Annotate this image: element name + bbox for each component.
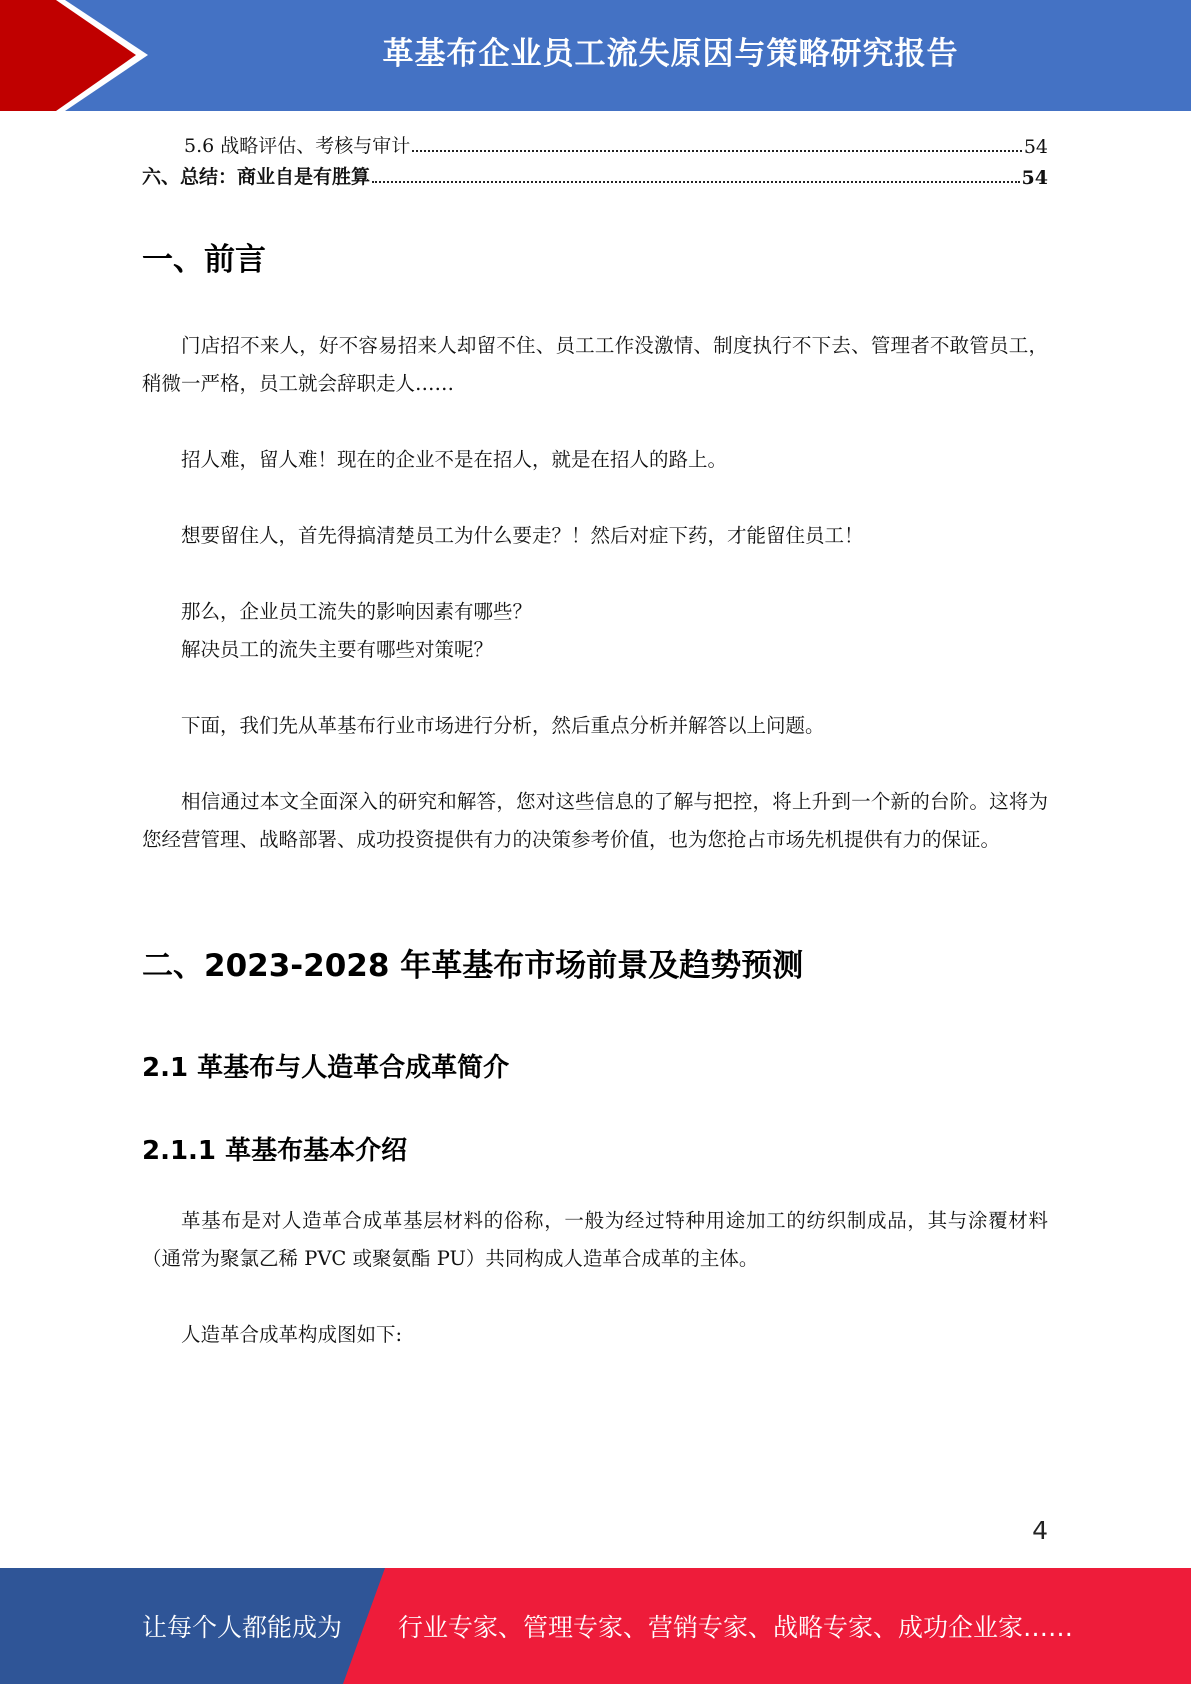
- toc-leader-dots: [372, 181, 1020, 183]
- section-heading-preface: 一、前言: [142, 242, 266, 278]
- paragraph: 门店招不来人，好不容易招来人却留不住、员工工作没激情、制度执行不下去、管理者不敢管员工，稍微一严格，员工就会辞职走人……: [142, 334, 1048, 395]
- toc-entry-label: 六、总结：商业自是有胜算: [142, 166, 371, 188]
- paragraph: 相信通过本文全面深入的研究和解答，您对这些信息的了解与把控，将上升到一个新的台阶。这将为您经营管理、战略部署、成功投资提供有力的决策参考价值，也为您抢占市场先机提供有力的保证。: [142, 790, 1048, 851]
- footer-slogan-left: 让每个人都能成为: [142, 1613, 343, 1642]
- page-header: [0, 0, 1191, 111]
- page-number: 4: [1032, 1516, 1048, 1545]
- subsection-heading: 2.1 革基布与人造革合成革简介: [142, 1053, 510, 1083]
- section-heading-market: 二、2023-2028 年革基布市场前景及趋势预测: [142, 948, 804, 984]
- toc-entry-label: 5.6 战略评估、考核与审计: [184, 135, 411, 157]
- paragraph: 下面，我们先从革基布行业市场进行分析，然后重点分析并解答以上问题。: [181, 714, 825, 737]
- paragraph: 想要留住人，首先得搞清楚员工为什么要走？！然后对症下药，才能留住员工！: [181, 524, 864, 547]
- report-title: 革基布企业员工流失原因与策略研究报告: [382, 35, 959, 72]
- subsection-heading: 2.1.1 革基布基本介绍: [142, 1136, 408, 1166]
- toc-entry-page: 54: [1023, 136, 1048, 158]
- paragraph: 解决员工的流失主要有哪些对策呢？: [181, 638, 494, 661]
- paragraph: 革基布是对人造革合成革基层材料的俗称，一般为经过特种用途加工的纺织制成品，其与涂覆材料（通常为聚氯乙稀 PVC 或聚氨酯 PU）共同构成人造革合成革的主体。: [142, 1209, 1048, 1270]
- page-footer: [0, 1568, 1191, 1684]
- paragraph: 那么，企业员工流失的影响因素有哪些？: [181, 600, 533, 623]
- toc-entry-page: 54: [1021, 167, 1048, 189]
- toc-entry[interactable]: [142, 159, 1048, 189]
- footer-slogan-right: 行业专家、管理专家、营销专家、战略专家、成功企业家……: [398, 1613, 1074, 1642]
- paragraph: 招人难，留人难！现在的企业不是在招人，就是在招人的路上。: [181, 448, 728, 471]
- toc-entry[interactable]: [142, 128, 1048, 158]
- paragraph: 人造革合成革构成图如下:: [181, 1323, 403, 1346]
- toc-leader-dots: [412, 150, 1022, 152]
